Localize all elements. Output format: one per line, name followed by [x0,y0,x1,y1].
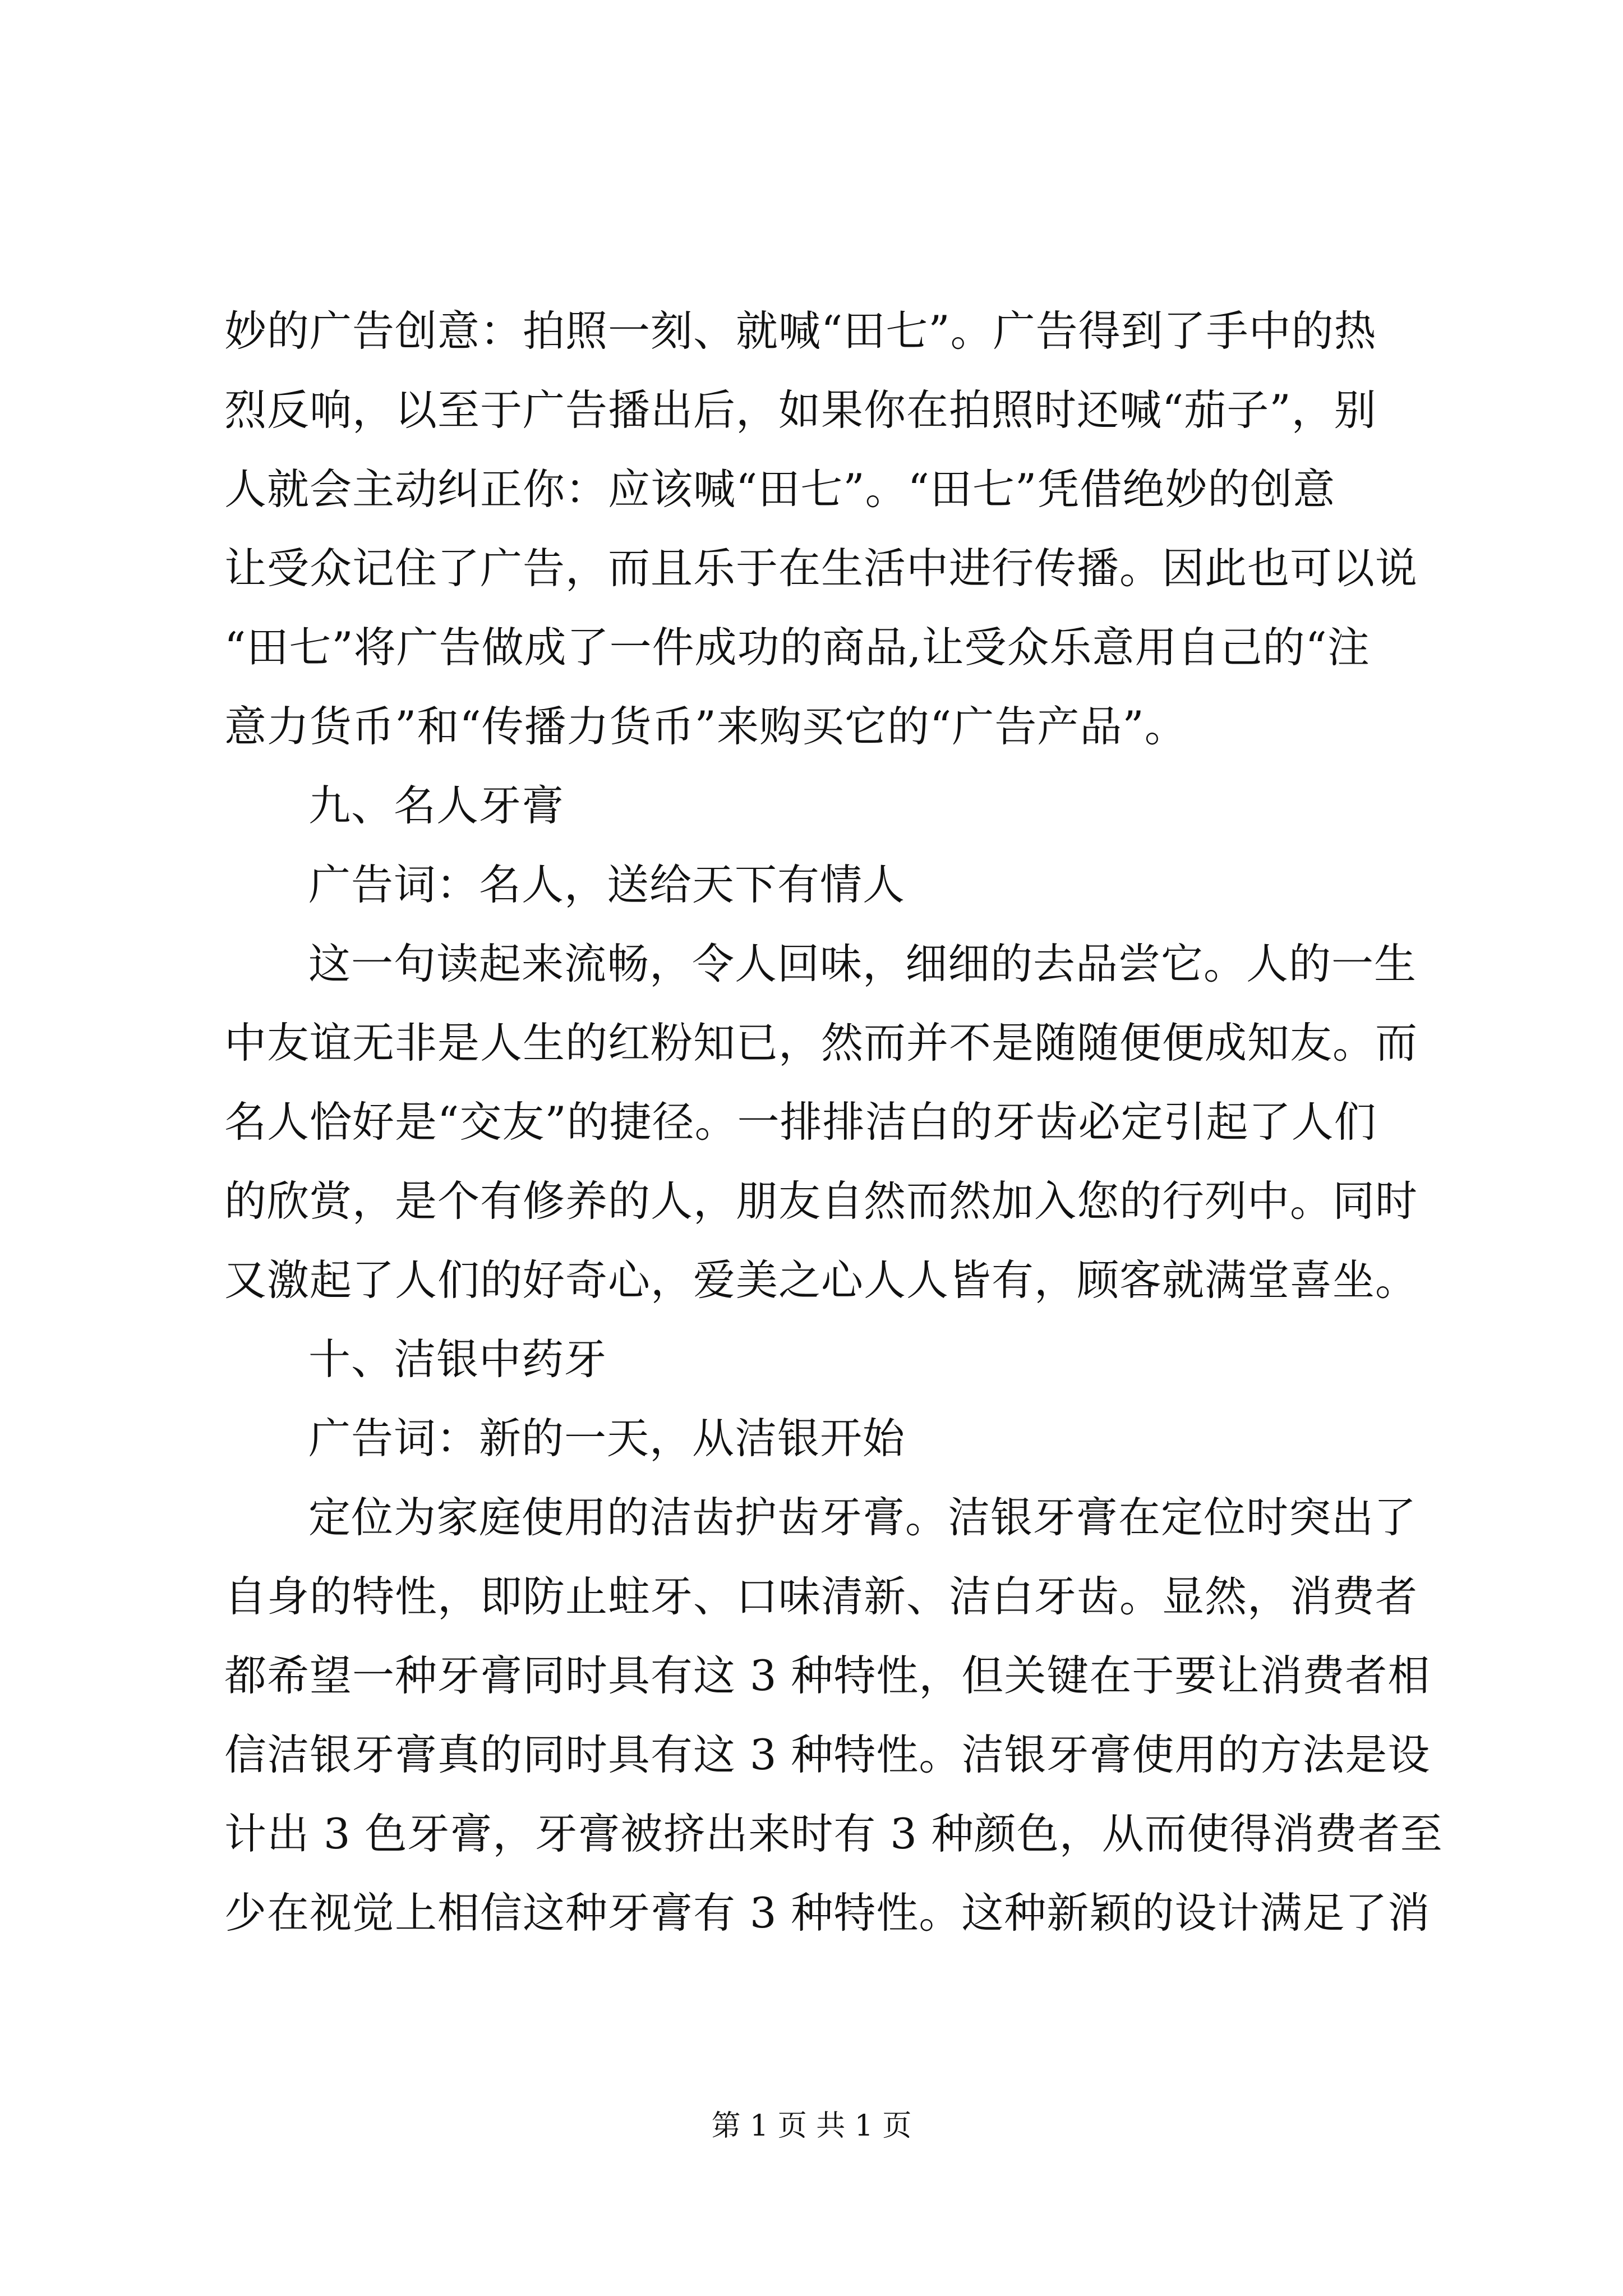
text-line: 烈反响，以至于广告播出后，如果你在拍照时还喊“茄子”，别 [224,385,1377,435]
text-line: 计出 3 色牙膏，牙膏被挤出来时有 3 种颜色，从而使得消费者至 [224,1809,1443,1858]
text-line: 的欣赏，是个有修养的人，朋友自然而然加入您的行列中。同时 [224,1176,1418,1226]
text-line: 这一句读起来流畅，令人回味，细细的去品尝它。人的一生 [308,939,1417,988]
text-line: 少在视觉上相信这种牙膏有 3 种特性。这种新颖的设计满足了消 [224,1888,1431,1938]
text-line: 名人恰好是“交友”的捷径。一排排洁白的牙齿必定引起了人们 [224,1097,1377,1147]
text-line: 人就会主动纠正你：应该喊“田七”。“田七”凭借绝妙的创意 [224,464,1336,514]
page-footer: 第 1 页 共 1 页 [711,2109,912,2143]
text-line: 让受众记住了广告，而且乐于在生活中进行传播。因此也可以说 [224,544,1418,593]
text-line: 意力货币”和“传播力货币”来购买它的“广告产品”。 [224,702,1187,751]
text-line: 妙的广告创意：拍照一刻、就喊“田七”。广告得到了手中的热 [224,306,1377,356]
text-line: 定位为家庭使用的洁齿护齿牙膏。洁银牙膏在定位时突出了 [308,1493,1417,1542]
text-line: 都希望一种牙膏同时具有这 3 种特性，但关键在于要让消费者相 [224,1651,1431,1700]
text-line: 中友谊无非是人生的红粉知已，然而并不是随随便便成知友。而 [224,1018,1418,1068]
slogan-line: 广告词：新的一天，从洁银开始 [308,1414,906,1463]
text-line: 又激起了人们的好奇心，爱美之心人人皆有，顾客就满堂喜坐。 [224,1255,1418,1305]
document-body [224,292,1443,1953]
section-heading: 十、洁银中药牙 [308,1335,607,1384]
section-heading: 九、名人牙膏 [308,781,565,830]
text-line: 信洁银牙膏真的同时具有这 3 种特性。洁银牙膏使用的方法是设 [224,1730,1431,1779]
text-line: 自身的特性，即防止蛀牙、口味清新、洁白牙齿。显然，消费者 [224,1572,1418,1621]
slogan-line: 广告词：名人，送给天下有情人 [308,860,906,909]
text-line: “田七”将广告做成了一件成功的商品,让受众乐意用自己的“注 [224,623,1370,672]
